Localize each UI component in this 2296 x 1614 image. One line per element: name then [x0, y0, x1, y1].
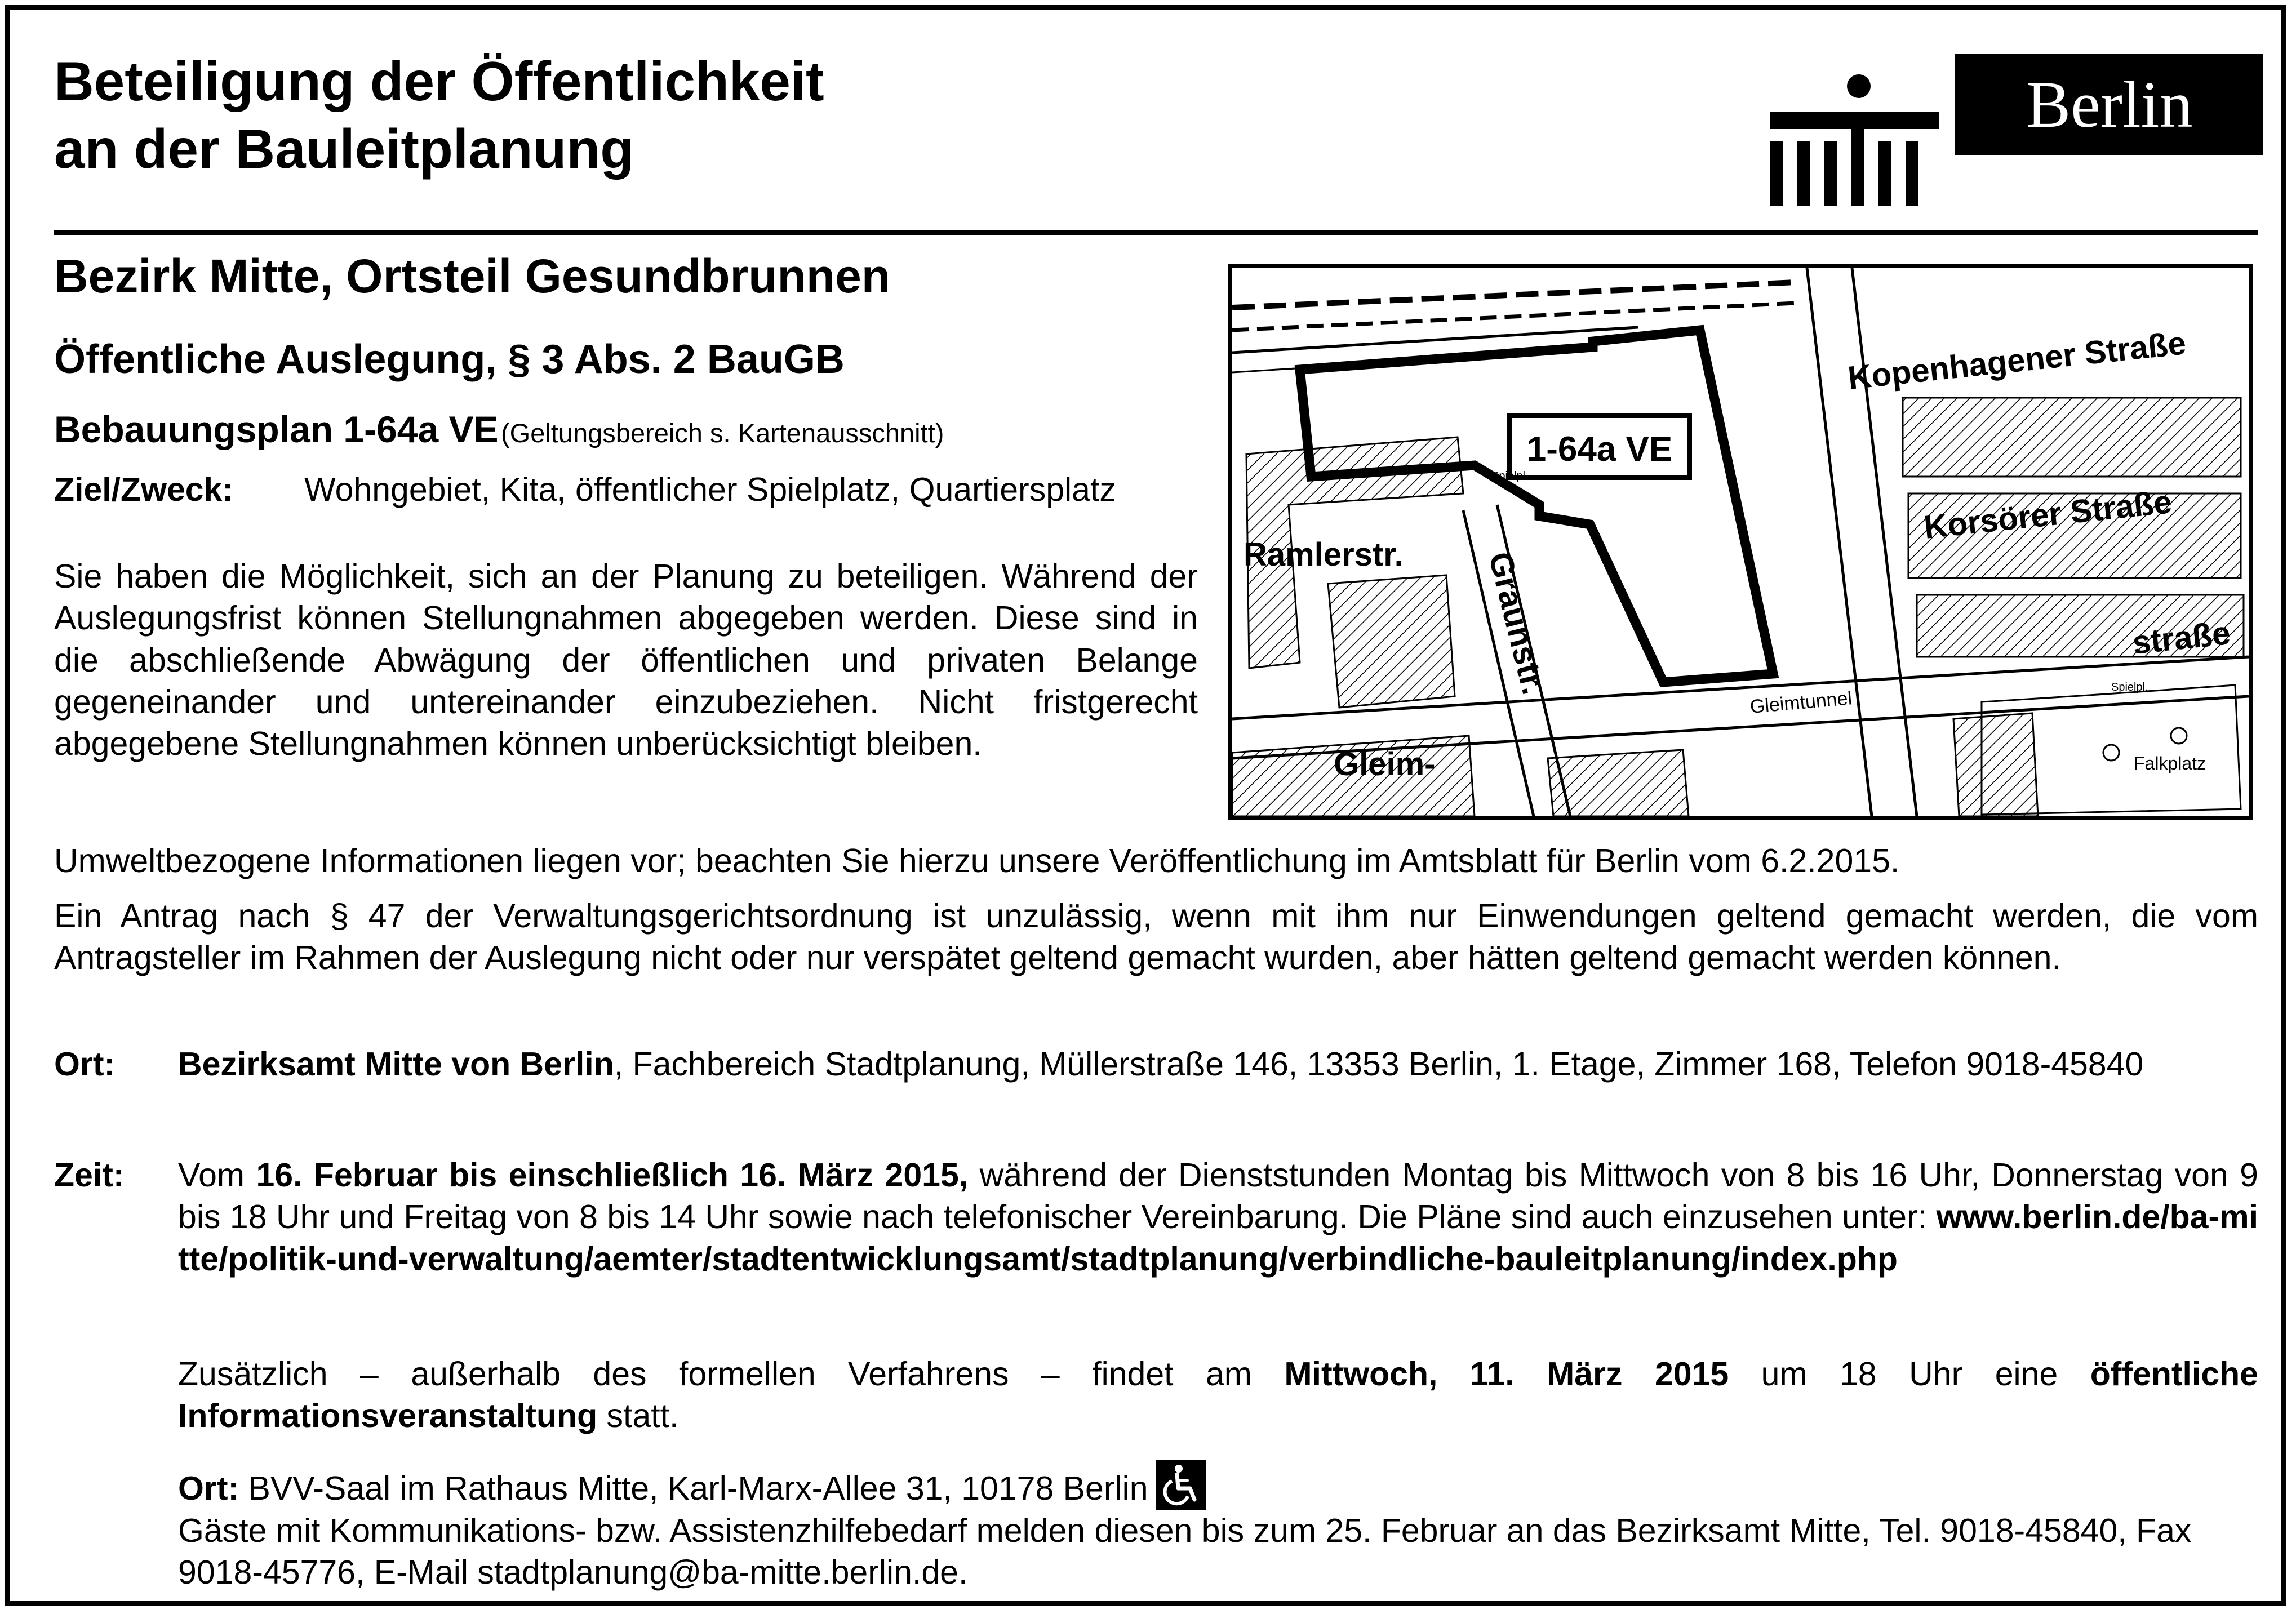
place-label-spielplatz-2: Spielpl. — [2111, 681, 2148, 693]
time-label: Zeit: — [54, 1157, 125, 1194]
time-hours: während der Dienststunden Montag bis Mittwoch von 8 bis 16 Uhr, Donnerstag von 9 bis 18 Uhr und Freitag von 8 bis 14 Uhr sowie nach telefonischer Vereinbarung. Die Pläne sind auch einzusehen unter: — [178, 1157, 2258, 1236]
street-label-gleimtunnel: Gleimtunnel — [1749, 687, 1853, 718]
time-dates: 16. Februar bis einschließlich 16. März 2015, — [256, 1157, 969, 1194]
street-label-kopenhagener: Kopenhagener Straße — [1846, 324, 2188, 397]
railway-lines — [1232, 282, 1796, 372]
purpose-block — [54, 469, 1198, 510]
event-place-label: Ort: — [178, 1470, 239, 1507]
site-map — [1228, 264, 2253, 820]
logo-text: Berlin — [2026, 68, 2193, 141]
location-details: , Fachbereich Stadtplanung, Müllerstraße 146, 13353 Berlin, 1. Etage, Zimmer 168, Telefon 9018-45840 — [614, 1046, 2144, 1083]
time-prefix: Vom — [178, 1157, 256, 1194]
street-label-graunstr: Graunstr. — [1481, 548, 1552, 699]
accessibility-contact: Gäste mit Kommunikations- bzw. Assistenzhilfebedarf melden diesen bis zum 25. Februar an das Bezirksamt Mitte, Tel. 9018-45840, Fax 9018-45776, E-Mail stadtplanung@ba-mitte.berlin.de. — [178, 1512, 2192, 1591]
event-place: BVV-Saal im Rathaus Mitte, Karl-Marx-Allee 31, 10178 Berlin — [239, 1470, 1148, 1507]
title-line-1: Beteiligung der Öffentlichkeit — [54, 50, 824, 112]
event-intro: Zusätzlich – außerhalb des formellen Verfahrens – findet am — [178, 1355, 1285, 1393]
event-date: Mittwoch, 11. März 2015 — [1284, 1355, 1729, 1393]
brandenburg-gate-icon — [1770, 74, 1939, 206]
title-line-2: an der Bauleitplanung — [54, 117, 634, 180]
environment-text: Umweltbezogene Informationen liegen vor; beachten Sie hierzu unsere Veröffentlichung im Amtsblatt für Berlin vom 6.2.2015. — [54, 842, 1900, 879]
plan-heading — [54, 408, 944, 451]
notice-page — [5, 5, 2286, 1606]
street-label-ramlerstr: Ramlerstr. — [1244, 536, 1404, 573]
time-value — [178, 1154, 2258, 1280]
event-location-block — [178, 1460, 2258, 1594]
district-heading: Bezirk Mitte, Ortsteil Gesundbrunnen — [54, 250, 891, 303]
street-label-strasse: straße — [2130, 615, 2232, 661]
street-label-korsoerer: Korsörer Straße — [1922, 483, 2174, 546]
event-time: um 18 Uhr eine — [1729, 1355, 2090, 1393]
time-block — [54, 1154, 2258, 1280]
street-label-gleim: Gleim- — [1334, 746, 1436, 782]
place-label-falkplatz: Falkplatz — [2134, 753, 2206, 773]
main-road — [1807, 268, 1917, 816]
location-label: Ort: — [54, 1046, 116, 1083]
plan-name: Bebauungsplan 1-64a VE — [54, 408, 499, 450]
header-divider — [54, 230, 2258, 235]
location-value — [178, 1043, 2258, 1085]
map-drawing — [1232, 268, 2249, 816]
plan-note: (Geltungsbereich s. Kartenausschnitt) — [501, 418, 944, 448]
event-end: statt. — [597, 1397, 679, 1435]
procedure-heading: Öffentliche Auslegung, § 3 Abs. 2 BauGB — [54, 337, 845, 382]
wheelchair-icon — [1156, 1460, 1206, 1510]
event-text — [178, 1353, 2258, 1437]
plan-label: 1-64a VE — [1526, 430, 1673, 469]
location-name: Bezirksamt Mitte von Berlin — [178, 1046, 614, 1083]
purpose-label: Ziel/Zweck: — [54, 471, 234, 508]
berlin-logo — [1770, 54, 2263, 206]
purpose-value: Wohngebiet, Kita, öffentlicher Spielplatz, Quartiersplatz — [304, 471, 1116, 508]
event-name: öffentliche Informationsveranstaltung — [178, 1355, 2258, 1435]
location-block — [54, 1043, 2258, 1085]
objection-text: Ein Antrag nach § 47 der Verwaltungsgerichtsordnung ist unzulässig, wenn mit ihm nur Einwendungen geltend gemacht werden, die vom Antragsteller im Rahmen der Auslegung nicht oder nur verspätet geltend gemacht wurden, aber hätten geltend gemacht werden können. — [54, 897, 2258, 977]
participation-text: Sie haben die Möglichkeit, sich an der Planung zu beteiligen. Während der Auslegungsfrist können Stellungnahmen abgegeben werden. Diese sind in die abschließende Abwägung der öffentlichen und privaten Belange gegeneinander und untereinander einzubeziehen. Nicht fristgerecht abgegebene Stellungnahmen können unberücksichtigt bleiben. — [54, 558, 1198, 763]
plans-url-link[interactable]: www.berlin.de/ba-mitte/politik-und-verwaltung/aemter/stadtentwicklungsamt/stadtplanung/verbindliche-bauleitplanung/index.php — [178, 1198, 2258, 1278]
place-label-spielplatz-1: Spielpl. — [1491, 470, 1529, 482]
notice-title — [54, 48, 824, 183]
